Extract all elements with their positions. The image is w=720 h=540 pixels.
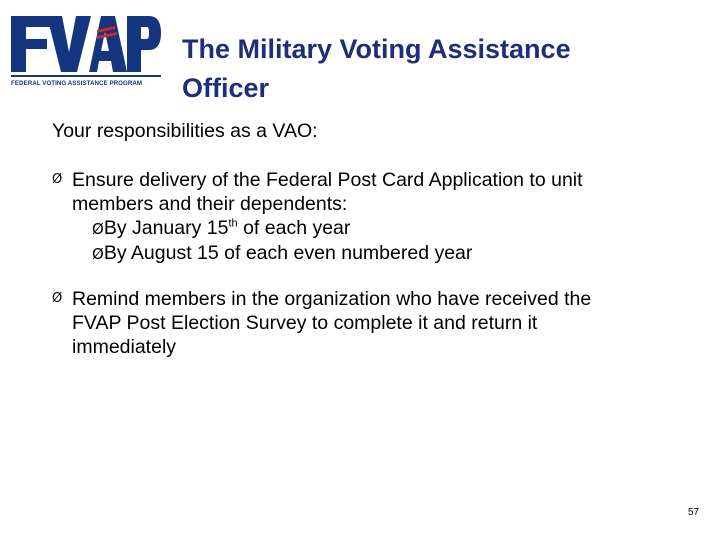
sub-bullet-text: By August 15 of each even numbered year — [103, 242, 473, 264]
sub-bullet-item — [92, 216, 712, 241]
sub-bullet-arrow-icon: Ø — [92, 245, 104, 263]
fvap-wordmark-logo — [11, 16, 161, 72]
bullet-arrow-icon: Ø — [52, 172, 63, 187]
sub-bullet-text: of each year — [237, 217, 351, 239]
logo-subtitle: FEDERAL VOTING ASSISTANCE PROGRAM — [11, 80, 143, 87]
bullet-line: Remind members in the organization who have received the — [72, 288, 592, 310]
bullet-arrow-icon: Ø — [52, 291, 63, 306]
bullet-text — [72, 168, 712, 266]
ordinal-suffix: th — [228, 217, 238, 230]
slide-title-line-2: Officer — [182, 73, 270, 103]
sub-bullet-item — [92, 241, 712, 266]
sub-bullet-text: By January 15 — [103, 217, 229, 239]
slide-title-line-1: The Military Voting Assistance — [182, 34, 571, 64]
bullet-line: FVAP Post Election Survey to complete it and return it — [72, 312, 538, 334]
sub-bullet-arrow-icon: Ø — [92, 220, 104, 238]
slide-title — [182, 30, 702, 108]
fvap-logo — [11, 16, 163, 92]
bullet-text — [72, 287, 712, 359]
bullet-line: immediately — [72, 336, 177, 358]
bullet-line: Ensure delivery of the Federal Post Card Application to unit — [72, 169, 583, 191]
bullet-line: members and their dependents: — [72, 193, 348, 215]
logo-divider — [11, 75, 161, 77]
page-number: 57 — [688, 507, 700, 518]
intro-text: Your responsibilities as a VAO: — [52, 120, 318, 142]
